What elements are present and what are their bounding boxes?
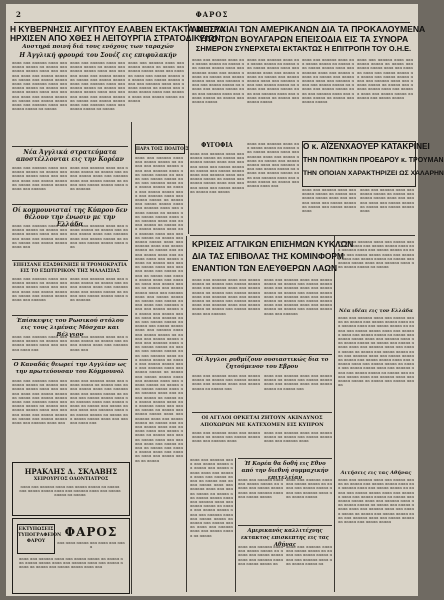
ad-subtitle: ΧΕΙΡΟΥΡΓΟΣ ΟΔΟΝΤΙΑΤΡΟΣ [33, 477, 109, 482]
newspaper-page [6, 4, 444, 596]
article-headline: ΕΝΑΝΤΙΟΝ ΤΩΝ ΕΛΕΥΘΕΡΩΝ ΛΑΩΝ [192, 263, 338, 273]
article-headline: Οί κομμουνισταί της Κύπρου δεν θέλουν την ένωσιν με την Ελλάδα [12, 207, 128, 228]
article-headline: ΣΗΜΕΡΟΝ ΣΥΝΕΡΧΕΤΑΙ ΕΚΤΑΚΤΩΣ Η ΕΠΙΤΡΟΠΗ ΤΟΥ Ο.Η.Ε. [195, 44, 412, 53]
article-subheadline: Αυστηρά ποινή διά τους ενόχους των ταραχών [22, 44, 174, 50]
article-body: αααα ααα αααααα αααα ααα ααααα ααααα αα ααααα ααα ααααα ααααα αααα ααα αααααα αααα ααα [70, 335, 128, 352]
article-body: αααα ααα αααααα αααα ααα ααααα ααααα αα ααααα ααα ααααα ααααα αααα ααα αααααα αααα ααα ααααα ααααα αα ααααα ααα ααααα ααααα αααα ααα αααααα αααα ααα ααααα ααααα αα ααααα ααα ααααα ααααα αααα ααα αααααα αααα ααα ααααα ααααα αα ααααα ααα ααααα ααααα αααα ααα αααααα αααα ααα ααααα ααααα αα ααααα ααα ααααα ααααα αααα ααα αααααα αααα ααα ααααα ααααα αα ααααα ααα ααααα ααααα [338, 478, 414, 525]
article-body: αααα ααα αααααα αααα ααα ααααα ααααα αα ααααα ααα ααααα ααααα αααα ααα αααααα αααα ααα ααααα ααααα αα ααααα ααα ααααα ααααα αααα ααα αααααα αααα ααα ααααα ααααα αα ααααα ααα ααααα ααααα αααα ααα αααααα αααα ααα ααααα ααααα αα ααααα ααα ααααα ααααα αααα ααα αααααα αααα ααα [70, 379, 128, 426]
article-body: αααα ααα αααααα αααα ααα ααααα ααααα αα ααααα ααα ααααα ααααα αααα ααα αααααα αααα ααα ααααα ααααα [286, 478, 332, 499]
article-body: αααα ααα αααααα αααα ααα ααααα ααααα αα ααααα ααα ααααα ααααα αααα ααα αααααα αααα ααα ααααα ααααα αα ααααα ααα ααααα ααααα αααα ααα αααααα αααα ααα ααααα ααααα αα ααααα ααα ααααα ααααα αααα ααα αααααα αααα ααα ααααα ααααα αα ααααα ααα ααααα ααααα αααα ααα αααααα αααα ααα [12, 379, 67, 426]
article-body: αααα ααα αααααα αααα ααα ααααα ααααα αα ααααα ααα ααααα ααααα αααα ααα αααααα αααα ααα ααααα ααααα αα ααααα ααα ααααα ααααα αααα ααα αααααα [12, 166, 67, 192]
article-divider [12, 260, 128, 261]
article-divider [238, 525, 332, 526]
article-headline: ΕΠΕΙΣΑΝΕ ΕΞΑΣΘΕΝΗΣΕ Η ΤΡΟΜΟΚΡΑΤΙΑ [13, 263, 127, 268]
article-body: αααα ααα αααααα αααα ααα ααααα ααααα αα ααααα ααα ααααα ααααα αααα ααα αααααα αααα ααα ααααα ααααα αα ααααα ααα ααααα ααααα αααα ααα αααααα αααα ααα ααααα ααααα αα ααααα ααα ααααα ααααα αααα ααα αααααα αααα ααα ααααα ααααα αα ααααα [128, 61, 184, 103]
article-headline: ΑΠΟΧΩΡΩΝ ΜΕ ΚΑΤΕΧΟΜΕΝ ΕΙΣ ΚΥΠΡΟΝ [200, 422, 324, 428]
article-headline: ΥΠΟ ΤΩΝ ΒΟΥΛΓΑΡΩΝ ΕΠΕΙΣΟΔΙΑ ΕΙΣ ΤΑ ΣΥΝΟΡΑ [198, 34, 409, 44]
article-body: αααα ααα αααααα αααα ααα ααααα ααααα αα ααααα ααα ααααα ααααα αααα ααα αααααα αααα ααα ααααα ααααα αα ααααα ααα ααααα ααααα αααα ααα αααααα αααα ααα ααααα ααααα αα ααααα ααα ααααα ααααα αααα ααα αααααα αααα ααα ααααα ααααα αα ααααα ααα ααααα αααα ααα [247, 142, 299, 189]
article-headline: ΗΡΧΙΣΕΝ ΑΠΟ ΧΘΕΣ Η ΛΕΙΤΟΥΡΓΙΑ ΣΤΡΑΤΟΔΙΚΕΙΩΝ [10, 33, 221, 43]
article-body: αααα ααα αααααα αααα ααα ααααα ααααα αα ααααα ααα ααααα ααααα αααα ααα αααααα αααα ααα ααααα ααααα αα [238, 545, 283, 566]
column-body: αααα ααα αααααα αααα ααα ααααα ααααα αα ααααα ααα ααααα ααααα αααα ααα αααααα αααα ααα ααααα ααααα αα ααααα ααα ααααα ααααα αααα ααα αααααα αααα ααα ααααα ααααα αα ααααα ααα ααααα ααααα αααα ααα αααααα αααα ααα ααααα ααααα αα ααααα ααα ααααα ααααα αααα ααα αααααα αααα ααα ααααα ααααα αα ααααα ααα ααααα ααααα αααα ααα αααααα αααα ααα ααααα ααααα αα ααααα [190, 458, 233, 538]
ad-title: ΦΑΡΟΣ [64, 525, 118, 539]
article-headline: ΑΝΗΣΥΧΙΑΙ ΤΩΝ ΑΜΕΡΙΚΑΝΩΝ ΔΙΑ ΤΑ ΠΡΟΚΑΛΟΥΜΕΝΑ [191, 24, 426, 34]
article-body: αααα ααα αααααα αααα ααα ααααα ααααα αα ααααα ααα ααααα ααααα αααα ααα αααααα αααα ααα ααααα ααααα αα ααααα ααα ααααα ααααα αααα ααα [12, 224, 67, 250]
article-headline: ΤΗΝ ΠΟΛΙΤΙΚΗΝ ΠΡΟΕΔΡΟΥ κ. ΤΡΟΥΜΑΝ [303, 157, 444, 164]
article-headline: Ο κ. ΑΪΖΕΝΧΑΟΥΕΡ ΚΑΤΑΚΡΙΝΕΙ [303, 142, 430, 151]
article-body: αααα ααα αααααα αααα ααα ααααα ααααα αα ααααα ααα ααααα ααααα αααα ααα αααααα αααα ααα ααααα ααααα [238, 478, 283, 499]
article-headline: Αμερικανός καλλιτέχνης εκτακτος επισκεπτης εις τας Αθήνας [241, 528, 329, 548]
article-body: αααα ααα αααααα αααα ααα ααααα ααααα αα ααααα ααα ααααα ααααα αααα ααα αααααα αααα ααα ααααα ααααα αα ααααα ααα ααααα ααααα αααα ααα αααααα αααα ααα ααααα ααααα αα ααααα ααα ααααα ααααα αααα ααα αααααα αααα ααα ααααα ααααα αα ααααα ααα ααααα ααααα αααα ααα αααααα αααα ααα ααααα ααααα αα ααααα [70, 61, 125, 112]
article-body: αααα ααα αααααα αααα ααα ααααα ααααα αα ααααα ααα ααααα ααααα αααα ααα αααααα αααα ααα ααααα ααααα αα ααααα ααα ααααα ααααα αααα ααα αααααα αααα ααα ααααα ααααα αα ααααα ααα ααααα ααααα αααα ααα αααααα αααα ααα ααααα ααααα αα ααααα ααα ααααα ααααα αααα ααα αααααα αααα ααα ααααα ααααα αα ααααα [12, 61, 67, 112]
article-body: αααα ααα αααααα αααα ααα ααααα ααααα αα ααααα ααα ααααα ααααα αααα ααα αααααα αααα ααα ααααα ααααα αα ααααα ααα ααααα ααααα αααα ααα αααααα [70, 277, 128, 303]
article-body: αααα ααα αααααα αααα ααα ααααα ααααα αα ααααα ααα ααααα ααααα αααα ααα αααααα αααα ααα ααααα ααααα αα ααααα ααα ααααα ααααα αααα ααα αααααα [12, 277, 67, 303]
article-headline: ΤΗΝ ΟΠΟΙΑΝ ΧΑΡΑΚΤΗΡΙΖΕΙ ΩΣ ΧΑΛΑΡΗΝ [303, 170, 444, 177]
running-head [6, 10, 418, 20]
article-headline: Ο Καναδάς θεωρεί την Αγγλίαν ως την πρωτεύουσαν του Κόμμουνολ [13, 362, 127, 375]
article-divider [192, 412, 332, 413]
article-divider [12, 146, 128, 147]
article-divider [12, 359, 128, 360]
article-divider [190, 235, 415, 236]
page-number: 2 [16, 10, 21, 19]
article-body: αααα ααα αααααα αααα ααα ααααα ααααα αα ααααα ααα ααααα ααααα αααα ααα αααααα αααα ααα ααααα ααααα αα ααααα ααα ααααα ααααα αααα ααα αααααα αααα ααα ααααα ααααα αα ααααα ααα ααααα ααααα αααα ααα αααααα αααα ααα ααααα ααααα αα ααααα ααα ααααα [190, 152, 244, 194]
article-body: αααα ααα αααααα αααα ααα ααααα ααααα αα ααααα ααα ααααα ααααα αααα ααα αααααα αααα ααα ααααα ααααα αα ααααα ααα ααααα ααααα αααα ααα αααααα αααα ααα ααααα ααααα αα ααααα ααα ααααα ααααα αααα ααα αααααα αααα ααα ααααα ααααα αα ααααα ααα ααααα ααααα αααα ααα αααααα αααα ααα ααααα ααααα αα ααααα ααα ααααα ααααα αααα ααα αααααα αααα ααα ααααα ααααα αα ααααα ααα ααααα ααααα αααα ααα αααααα αααα ααα ααααα ααααα αα ααααα ααα ααααα ααααα αααα ααα αααααα αααα ααα ααααα ααααα αα ααααα ααα ααααα ααααα αααα ααα αααααα αααα ααα ααααα ααααα αα ααααα ααα ααααα ααααα [338, 316, 414, 388]
article-headline: ΔΙΑ ΤΑΣ ΕΠΙΒΟΛΑΣ ΤΗΣ ΚΟΜΙΝΦΟΡΜ [192, 251, 344, 261]
article-body: αααα ααα αααααα αααα ααα ααααα ααααα αα ααααα ααα ααααα ααααα αααα ααα αααααα αααα ααα ααααα ααααα αα ααααα ααα ααααα ααααα αααα ααα αααααα αααα ααα ααααα ααααα αα ααααα ααα ααααα ααααα αααα ααα αααααα αααα ααα ααααα ααααα αα ααααα ααα ααααα ααααα [247, 58, 299, 105]
article-body: αααα ααα αααααα αααα ααα ααααα ααααα αα ααααα ααα ααααα ααααα αααα ααα αααααα αααα ααα ααααα ααααα αα ααααα ααα ααααα ααααα αααα ααα αααααα αααα ααα ααααα ααααα αα ααααα ααα ααααα ααααα αααα ααα αααααα αααα ααα ααααα ααααα αα ααααα ααα ααααα ααααα [302, 58, 354, 105]
article-body: αααα ααα αααααα αααα ααα ααααα ααααα αα ααααα ααα ααααα ααααα αααα ααα αααααα αααα [192, 431, 260, 444]
column-title-box [135, 144, 189, 154]
advertisement [12, 518, 130, 594]
article-body: αααα ααα αααααα αααα ααα ααααα ααααα αα ααααα ααα ααααα ααααα αααα ααα αααααα αααα ααα ααααα ααααα αα ααααα ααα ααααα ααααα αααα ααα αααααα αααα ααα ααααα ααααα αα ααααα ααα ααααα ααααα αααα ααα αααααα αααα ααα ααααα ααααα αα ααααα ααα ααααα ααααα αααα ααα αααααα [264, 278, 332, 316]
article-divider [12, 315, 128, 316]
article-headline: ΚΡΙΣΕΙΣ ΑΓΓΛΙΚΩΝ ΕΠΙΣΗΜΩΝ ΚΥΚΛΩΝ [192, 239, 354, 249]
article-body: αααα ααα αααααα αααα ααα ααααα ααααα αα ααααα ααα ααααα ααααα αααα ααα αααααα αααα ααα ααααα ααααα αα ααααα ααα ααααα ααααα αααα [360, 188, 414, 214]
article-headline: Αιτήσεις εις τας Αθήνας [340, 470, 412, 476]
article-body: αααα ααα αααααα αααα ααα ααααα ααααα αα ααααα ααα ααααα ααααα αααα ααα αααααα αααα ααα ααααα ααααα αα ααααα ααα ααααα ααααα αααα ααα [70, 224, 128, 250]
ad-body: ααα αααα ααααα ααα αααα ααα αααα [57, 541, 125, 550]
article-body: αααα ααα αααααα αααα ααα ααααα ααααα αα ααααα ααα ααααα ααααα αααα ααα αααααα αααα ααα ααααα ααααα αα ααααα ααα [192, 374, 260, 391]
article-headline: Έπίσκεψις του Ρωσικού στόλου εις τους λιμένας Μόσχαν και Βέλγιον [16, 318, 124, 338]
column-rule [186, 236, 187, 592]
article-body: αααα ααα αααααα αααα ααα ααααα ααααα αα ααααα ααα ααααα ααααα αααα ααα αααααα αααα [264, 431, 332, 444]
article-divider [238, 458, 332, 459]
article-body: αααα ααα αααααα αααα ααα ααααα ααααα αα ααααα ααα ααααα ααααα αααα ααα αααααα αααα ααα ααααα ααααα αα ααααα ααα ααααα ααααα αααα ααα αααααα αααα ααα ααααα ααααα αα ααααα ααα ααααα ααααα αααα ααα αααααα αααα ααα ααααα ααααα αα ααααα ααα ααααα ααααα αααα ααα αααααα [192, 278, 260, 316]
column-rule [334, 236, 335, 592]
article-headline: ΟΙ ΑΓΓΛΟΙ ΟΡΚΕΤΑΙ ΖΗΤΟΥΝ ΑΚΙΝΔΥΝΟΣ [201, 415, 323, 421]
article-body: αααα ααα αααααα αααα ααα ααααα ααααα αα ααααα ααα ααααα ααααα αααα ααα αααααα αααα ααα ααααα ααααα αα [286, 545, 332, 566]
article-body: αααα ααα αααααα αααα ααα ααααα ααααα αα ααααα ααα ααααα ααααα αααα ααα αααααα αααα ααα [12, 335, 67, 352]
ad-title: ΗΡΑΚΛΗΣ Δ. ΣΚΛΑΒΗΣ [24, 467, 118, 476]
ad-side-label: ΕΚΤΥΠΩΣΕΙΣ ΤΥΠΟΓΡΑΦΕΙΟΝ ΦΑΡΟΥ [17, 524, 55, 554]
column-body: αααα ααα αααααα αααα ααα ααααα ααααα αα ααααα ααα ααααα ααααα αααα ααα αααααα αααα ααα ααααα ααααα αα ααααα ααα ααααα ααααα αααα ααα αααααα αααα ααα ααααα ααααα αα ααααα ααα ααααα ααααα αααα ααα αααααα αααα ααα ααααα ααααα αα ααααα ααα ααααα ααααα αααα ααα αααααα αααα ααα ααααα ααααα αα ααααα ααα ααααα ααααα αααα ααα αααααα αααα ααα ααααα ααααα αα ααααα ααα ααααα ααααα αααα ααα αααααα αααα ααα ααααα ααααα αα ααααα ααα ααααα ααααα αααα ααα αααααα αααα ααα ααααα ααααα αα ααααα ααα ααααα ααααα αααα ααα αααααα αααα ααα ααααα ααααα αα ααααα ααα ααααα ααααα αααα ααα αααααα αααα ααα ααααα ααααα αα ααααα ααα ααααα ααααα αααα ααα αααααα αααα ααα ααααα ααααα αα ααααα ααα ααααα ααααα αααα ααα αααααα αααα ααα ααααα ααααα αα ααααα ααα ααααα ααααα αααα ααα αααααα αααα ααα ααααα ααααα αα ααααα ααα ααααα ααααα αααα ααα αααααα αααα ααα ααααα ααααα αα ααααα ααα ααααα ααααα αααα ααα αααααα αααα ααα ααααα ααααα αα ααααα ααα ααααα ααααα αααα ααα αααααα αααα ααα ααααα ααααα αα ααααα ααα ααααα ααααα αααα ααα αααααα αααα ααα ααααα ααααα αα ααααα ααα ααααα ααααα αααα ααα αααααα αααα ααα ααααα ααααα αα ααααα ααα ααααα ααααα αααα ααα αααααα αααα ααα ααααα ααααα αα ααααα ααα ααααα ααααα αααα ααα αααααα αααα ααα ααααα ααααα αα ααααα ααα ααααα ααααα αααα ααα αααααα αααα ααα ααααα ααααα αα ααααα ααα ααααα ααααα αααα ααα αααααα αααα ααα ααααα ααααα αα ααααα ααα ααααα ααααα αααα ααα αααααα αααα ααα ααααα ααααα αα ααααα ααα ααααα ααααα αααα ααα αααααα αααα ααα ααααα ααααα αα ααααα ααα ααααα ααααα αααα ααα αααααα αααα ααα ααααα ααααα αα ααααα [135, 156, 183, 463]
article-subheadline: Η Άγγλική φρουρά του Σουέζ εις επιφυλακήν [19, 52, 177, 59]
article-headline: Νέα Άγγλικά στρατεύματα αποστέλλονται εις την Κορέαν [16, 149, 124, 163]
article-headline: Οί Άγγλοι ρυθμίζουν ουσιαστικώς δια το ζητούμενον του Εβρου [195, 357, 329, 370]
ad-body: αααα ααα αααααα αααα ααα ααααα ααααα αα ααααα ααα ααααα ααααα αααα ααα αααααα αααα ααα ααααα ααααα αα ααααα ααα ααααα ααααα αααα ααα [19, 557, 123, 570]
masthead: ΦΑΡΟΣ [195, 10, 229, 19]
article-body: αααα ααα αααααα αααα ααα ααααα ααααα αα ααααα ααα ααααα ααααα αααα ααα αααααα αααα ααα ααααα ααααα αα ααααα ααα ααααα ααααα αααα [302, 188, 356, 214]
section-head: ΦΥΓΟΦΙΑ [201, 142, 233, 149]
ad-body: αααα ααα αααααα αααα ααα ααααα ααααα αα ααααα ααα ααααα ααααα αααα ααα αααααα αααα ααα ααααα ααααα αα ααααα [19, 485, 121, 498]
article-body: αααα ααα αααααα αααα ααα ααααα ααααα αα ααααα ααα ααααα ααααα αααα ααα αααααα αααα ααα ααααα ααααα αα ααααα ααα ααααα ααααα αααα ααα αααααα αααα ααα ααααα ααααα αα ααααα ααα ααααα ααααα αααα ααα αααααα αααα ααα ααααα ααααα αα ααααα ααα ααααα ααααα [357, 58, 413, 100]
article-body: αααα ααα αααααα αααα ααα ααααα ααααα αα ααααα ααα ααααα ααααα αααα ααα αααααα αααα ααα ααααα ααααα αα ααααα ααα [264, 374, 332, 391]
article-headline: Η ΚΥΒΕΡΝΗΣΙΣ ΑΙΓΥΠΤΟΥ ΕΛΑΒΕΝ ΕΚΤΑΚΤΑ ΜΕΤΡΑ [10, 24, 225, 34]
article-headline: Νέα ιδέαι εις τον Ελλάδα [338, 308, 413, 314]
article-divider [12, 204, 128, 205]
article-body: αααα ααα αααααα αααα ααα ααααα ααααα αα ααααα ααα ααααα ααααα αααα ααα αααααα αααα ααα ααααα ααααα αα ααααα ααα ααααα ααααα αααα ααα αααααα αααα ααα ααααα ααααα αα ααααα ααα ααααα ααααα αααα ααα αααααα αααα ααα ααααα ααααα αα ααααα ααα ααααα ααααα [192, 58, 244, 105]
article-body: αααα ααα αααααα αααα ααα ααααα ααααα αα ααααα ααα ααααα ααααα αααα ααα αααααα αααα ααα ααααα ααααα αα ααααα ααα ααααα ααααα αααα ααα αααααα αααα ααα ααααα ααααα αα ααααα ααα ααααα ααααα αααα ααα αααααα αααα ααα ααααα ααααα αα ααααα [338, 240, 414, 270]
column-rule [188, 24, 189, 234]
column-rule [235, 458, 236, 592]
top-rule [14, 22, 410, 23]
column-rule [131, 122, 132, 594]
column-title: ΠΑΡΑ ΤΟΙΣ ΠΟΛΙΤΟΙΣ [136, 146, 189, 151]
advertisement [12, 462, 130, 516]
article-headline: Ή Κορέα θα δοθή εις Εθνο από την διεθνή συμμαχικήν επιτελείαν [241, 461, 329, 481]
article-divider [192, 354, 332, 355]
article-headline: ΕΙΣ ΤΟ ΕΣΩΤΕΡΙΚΟΝ ΤΗΣ ΜΑΛΑΙΣΙΑΣ [20, 269, 120, 274]
article-body: αααα ααα αααααα αααα ααα ααααα ααααα αα ααααα ααα ααααα ααααα αααα ααα αααααα αααα ααα ααααα ααααα αα ααααα ααα ααααα ααααα αααα ααα αααααα [70, 166, 128, 192]
